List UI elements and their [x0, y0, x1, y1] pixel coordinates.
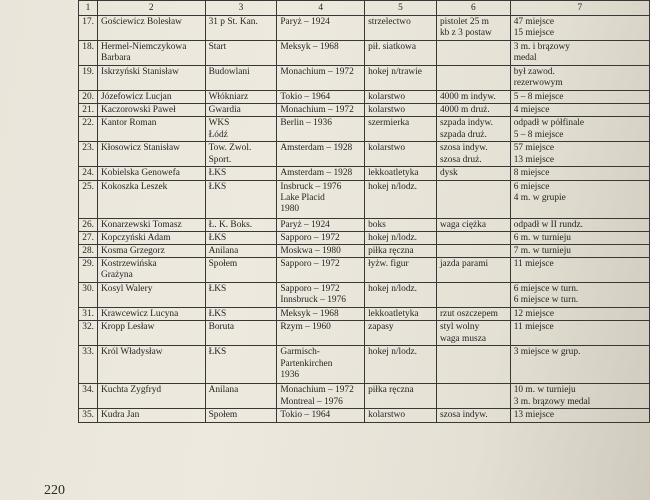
cell-line: 3 miejsce w grup. — [513, 347, 581, 358]
col-number-5: 5 — [365, 1, 437, 16]
cell-line: Hermel-Niemczykowa — [100, 42, 187, 52]
cell-line: 3 m. brązowy medal — [513, 396, 591, 407]
cell-line: Krawcewicz Lucyna — [100, 309, 179, 320]
cell-line: Monachium – 1972 — [280, 67, 354, 77]
name-cell — [97, 66, 205, 91]
olympics-cell — [277, 91, 365, 104]
cell-line: Boruta — [208, 322, 235, 333]
club-cell — [205, 409, 277, 422]
club-cell — [205, 41, 277, 66]
cell-line: medal — [513, 53, 537, 64]
cell-line: hokej n/trawie — [368, 67, 422, 77]
olympics-cell — [277, 218, 365, 231]
cell-line: ŁKS — [208, 168, 227, 179]
cell-line: Meksyk – 1968 — [280, 309, 339, 320]
cell-line: Berlin – 1936 — [280, 118, 332, 129]
cell-line: Rzym – 1960 — [280, 322, 331, 333]
olympics-cell — [277, 117, 365, 142]
table-row — [79, 231, 650, 244]
olympics-cell — [277, 16, 365, 41]
name-cell — [97, 231, 205, 244]
event-cell — [436, 258, 510, 283]
cell-line: lekkoatletyka — [368, 309, 419, 320]
table-row — [79, 41, 650, 66]
cell-line: styl wolny — [439, 322, 480, 333]
cell-line: Grażyna — [100, 270, 133, 281]
cell-line: Sapporo – 1972 — [280, 232, 340, 243]
result-cell — [510, 66, 649, 91]
sport-cell — [365, 283, 437, 308]
cell-line: szosa indyw. — [439, 410, 488, 421]
event-cell — [436, 180, 510, 218]
result-cell — [510, 167, 649, 180]
sport-cell — [365, 180, 437, 218]
cell-line: Partenkirchen — [280, 358, 333, 369]
col-number-6: 6 — [436, 1, 510, 16]
olympics-cell — [277, 245, 365, 258]
cell-line: Kudra Jan — [100, 410, 140, 421]
cell-line: strzelectwo — [368, 17, 411, 27]
table-row — [79, 258, 650, 283]
sport-cell — [365, 409, 437, 422]
result-cell — [510, 16, 649, 41]
name-cell — [97, 321, 205, 346]
row-number-cell: 31. — [79, 308, 98, 321]
cell-line: hokej n/lodz. — [368, 347, 418, 358]
result-cell — [510, 308, 649, 321]
result-cell — [510, 283, 649, 308]
cell-line: Tow. Zwol. — [208, 143, 252, 154]
cell-line: Józefowicz Lucjan — [100, 92, 172, 102]
olympics-cell — [277, 104, 365, 117]
olympics-cell — [277, 409, 365, 422]
cell-line: Iskrzyński Stanisław — [100, 67, 179, 77]
sport-cell — [365, 117, 437, 142]
table-row — [79, 142, 650, 167]
cell-line: Insbruck – 1976 — [280, 181, 342, 192]
name-cell — [97, 258, 205, 283]
cell-line: kolarstwo — [368, 410, 406, 421]
club-cell — [205, 321, 277, 346]
event-cell — [436, 321, 510, 346]
cell-line: Kokoszka Leszek — [100, 181, 168, 192]
club-cell — [205, 16, 277, 41]
cell-line: 6 m. w turnieju — [513, 232, 571, 243]
row-number-cell: 28. — [79, 245, 98, 258]
sport-cell — [365, 104, 437, 117]
event-cell — [436, 104, 510, 117]
event-cell — [436, 41, 510, 66]
cell-line: Kobielska Genowefa — [100, 168, 180, 179]
row-number-cell: 23. — [79, 142, 98, 167]
cell-line: hokej n/lodz. — [368, 232, 418, 243]
cell-line: szosa indyw. — [439, 143, 488, 154]
result-cell — [510, 180, 649, 218]
cell-line: ŁKS — [208, 347, 227, 358]
name-cell — [97, 218, 205, 231]
sport-cell — [365, 384, 437, 409]
name-cell — [97, 245, 205, 258]
olympics-cell — [277, 41, 365, 66]
cell-line: waga ciężka — [439, 219, 486, 230]
row-number-cell: 30. — [79, 283, 98, 308]
olympics-cell — [277, 167, 365, 180]
cell-line: Gościewicz Bolesław — [100, 17, 182, 27]
olympics-cell — [277, 308, 365, 321]
cell-line: 5 – 8 miejsce — [513, 92, 564, 102]
cell-line: Anilana — [208, 246, 239, 257]
col-number-4: 4 — [277, 1, 365, 16]
cell-line: szpada indyw. — [439, 118, 493, 129]
cell-line: Sapporo – 1972 — [280, 259, 340, 270]
olympics-cell — [277, 66, 365, 91]
sport-cell — [365, 258, 437, 283]
event-cell — [436, 308, 510, 321]
cell-line: łyżw. figur — [368, 259, 409, 270]
cell-line: był zawod. — [513, 67, 555, 77]
cell-line: 6 miejsce w turn. — [513, 295, 579, 306]
club-cell — [205, 283, 277, 308]
cell-line: Kaczorowski Paweł — [100, 105, 176, 116]
row-number-cell: 24. — [79, 167, 98, 180]
cell-line: 12 miejsce — [513, 309, 555, 320]
name-cell — [97, 346, 205, 384]
cell-line: 1936 — [280, 369, 300, 380]
cell-line: 10 m. w turnieju — [513, 385, 576, 396]
cell-line: Łódź — [208, 129, 228, 140]
cell-line: 4000 m indyw. — [439, 92, 496, 102]
col-number-1: 1 — [79, 1, 98, 16]
cell-line: Budowlani — [208, 67, 250, 77]
cell-line: hokej n/lodz. — [368, 284, 418, 295]
name-cell — [97, 409, 205, 422]
result-cell — [510, 117, 649, 142]
cell-line: ŁKS — [208, 284, 227, 295]
event-cell — [436, 245, 510, 258]
cell-line: boks — [368, 219, 386, 230]
event-cell — [436, 142, 510, 167]
event-cell — [436, 283, 510, 308]
olympics-cell — [277, 142, 365, 167]
cell-line: Start — [208, 42, 227, 52]
event-cell — [436, 231, 510, 244]
name-cell — [97, 384, 205, 409]
cell-line: Amsterdam – 1928 — [280, 168, 353, 179]
sport-cell — [365, 142, 437, 167]
cell-line: 4 miejsce — [513, 105, 550, 116]
club-cell — [205, 117, 277, 142]
cell-line: 4 m. w grupie — [513, 192, 566, 203]
club-cell — [205, 231, 277, 244]
olympics-cell — [277, 258, 365, 283]
table-row — [79, 346, 650, 384]
event-cell — [436, 66, 510, 91]
cell-line: Innsbruck – 1976 — [280, 295, 346, 306]
cell-line: Społem — [208, 259, 238, 270]
name-cell — [97, 283, 205, 308]
olympics-cell — [277, 180, 365, 218]
column-number-row — [79, 1, 650, 16]
cell-line: szpada druż. — [439, 129, 487, 140]
table-row — [79, 409, 650, 422]
row-number-cell: 25. — [79, 180, 98, 218]
table-row — [79, 321, 650, 346]
cell-line: odpadł w półfinale — [513, 118, 584, 129]
cell-line: Paryż – 1924 — [280, 219, 330, 230]
cell-line: 31 p St. Kan. — [208, 17, 258, 27]
name-cell — [97, 104, 205, 117]
cell-line: kolarstwo — [368, 92, 406, 102]
club-cell — [205, 384, 277, 409]
name-cell — [97, 41, 205, 66]
cell-line: pił. siatkowa — [368, 42, 416, 52]
sport-cell — [365, 91, 437, 104]
olympics-cell — [277, 321, 365, 346]
olympics-cell — [277, 384, 365, 409]
cell-line: Lake Placid — [280, 192, 325, 203]
cell-line: Kantor Roman — [100, 118, 157, 129]
cell-line: Montreal – 1976 — [280, 396, 343, 407]
cell-line: Kopczyński Adam — [100, 232, 171, 243]
table-row — [79, 91, 650, 104]
result-cell — [510, 384, 649, 409]
table-row — [79, 16, 650, 41]
sport-cell — [365, 231, 437, 244]
cell-line: Tokio – 1964 — [280, 92, 331, 102]
name-cell — [97, 180, 205, 218]
cell-line: 47 miejsce — [513, 17, 555, 27]
sport-cell — [365, 346, 437, 384]
cell-line: Anilana — [208, 385, 239, 396]
cell-line: Włókniarz — [208, 92, 249, 102]
cell-line: 6 miejsce — [513, 181, 550, 192]
cell-line: 3 m. i brązowy — [513, 42, 570, 52]
cell-line: lekkoatletyka — [368, 168, 419, 179]
cell-line: kolarstwo — [368, 105, 406, 116]
event-cell — [436, 117, 510, 142]
cell-line: piłka ręczna — [368, 246, 414, 257]
cell-line: Amsterdam – 1928 — [280, 143, 353, 154]
row-number-cell: 33. — [79, 346, 98, 384]
cell-line: rzut oszczepem — [439, 309, 498, 320]
cell-line: 11 miejsce — [513, 322, 554, 333]
name-cell — [97, 308, 205, 321]
cell-line: dysk — [439, 168, 458, 179]
row-number-cell: 35. — [79, 409, 98, 422]
cell-line: Meksyk – 1968 — [280, 42, 339, 52]
table-row — [79, 218, 650, 231]
result-cell — [510, 231, 649, 244]
club-cell — [205, 91, 277, 104]
olympians-table — [78, 0, 650, 423]
result-cell — [510, 91, 649, 104]
table-row — [79, 308, 650, 321]
cell-line: Sapporo – 1972 — [280, 284, 340, 295]
sport-cell — [365, 321, 437, 346]
result-cell — [510, 245, 649, 258]
cell-line: Kłosowicz Stanisław — [100, 143, 180, 154]
cell-line: szosa druż. — [439, 154, 482, 165]
table-row — [79, 104, 650, 117]
cell-line: 13 miejsce — [513, 154, 555, 165]
result-cell — [510, 409, 649, 422]
club-cell — [205, 308, 277, 321]
olympics-cell — [277, 231, 365, 244]
name-cell — [97, 16, 205, 41]
cell-line: WKS — [208, 118, 230, 129]
sport-cell — [365, 41, 437, 66]
table-row — [79, 384, 650, 409]
cell-line: 11 miejsce — [513, 259, 554, 270]
row-number-cell: 18. — [79, 41, 98, 66]
cell-line: kb z 3 postaw — [439, 28, 492, 39]
cell-line: szermierka — [368, 118, 410, 129]
event-cell — [436, 91, 510, 104]
club-cell — [205, 218, 277, 231]
result-cell — [510, 218, 649, 231]
club-cell — [205, 258, 277, 283]
table-row — [79, 283, 650, 308]
page-number: 220 — [44, 483, 65, 498]
cell-line: Monachium – 1972 — [280, 105, 354, 116]
result-cell — [510, 321, 649, 346]
cell-line: Tokio – 1964 — [280, 410, 331, 421]
cell-line: rezerwowym — [513, 78, 563, 89]
cell-line: piłka ręczna — [368, 385, 414, 396]
club-cell — [205, 66, 277, 91]
row-number-cell: 26. — [79, 218, 98, 231]
club-cell — [205, 245, 277, 258]
sport-cell — [365, 245, 437, 258]
row-number-cell: 17. — [79, 16, 98, 41]
col-number-7: 7 — [510, 1, 649, 16]
cell-line: ŁKS — [208, 232, 227, 243]
cell-line: Kuchta Zygfryd — [100, 385, 162, 396]
row-number-cell: 32. — [79, 321, 98, 346]
cell-line: 4000 m druż. — [439, 105, 490, 116]
cell-line: 5 – 8 miejsce — [513, 129, 564, 140]
cell-line: odpadł w II rundz. — [513, 219, 583, 230]
table-body — [79, 1, 650, 423]
table-row — [79, 180, 650, 218]
name-cell — [97, 142, 205, 167]
cell-line: Garmisch- — [280, 347, 320, 358]
result-cell — [510, 104, 649, 117]
club-cell — [205, 167, 277, 180]
cell-line: kolarstwo — [368, 143, 406, 154]
col-number-2: 2 — [97, 1, 205, 16]
cell-line: Sport. — [208, 154, 232, 165]
table-row — [79, 66, 650, 91]
cell-line: 13 miejsce — [513, 410, 555, 421]
club-cell — [205, 180, 277, 218]
row-number-cell: 21. — [79, 104, 98, 117]
event-cell — [436, 384, 510, 409]
result-cell — [510, 346, 649, 384]
row-number-cell: 20. — [79, 91, 98, 104]
cell-line: 7 m. w turnieju — [513, 246, 571, 257]
row-number-cell: 29. — [79, 258, 98, 283]
cell-line: Kostrzewińska — [100, 259, 157, 270]
event-cell — [436, 16, 510, 41]
sport-cell — [365, 218, 437, 231]
name-cell — [97, 91, 205, 104]
sport-cell — [365, 66, 437, 91]
cell-line: 1980 — [280, 204, 300, 215]
cell-line: Ł. K. Boks. — [208, 219, 253, 230]
cell-line: Konarzewski Tomasz — [100, 219, 182, 230]
table-row — [79, 117, 650, 142]
cell-line: Król Władysław — [100, 347, 163, 358]
cell-line: jazda parami — [439, 259, 489, 270]
cell-line: 8 miejsce — [513, 168, 550, 179]
cell-line: pistolet 25 m — [439, 17, 489, 27]
table-row — [79, 245, 650, 258]
result-cell — [510, 41, 649, 66]
cell-line: Barbara — [100, 53, 131, 64]
event-cell — [436, 346, 510, 384]
cell-line: Moskwa – 1980 — [280, 246, 341, 257]
cell-line: 15 miejsce — [513, 28, 555, 39]
event-cell — [436, 167, 510, 180]
table-row — [79, 167, 650, 180]
result-cell — [510, 258, 649, 283]
olympics-cell — [277, 283, 365, 308]
cell-line: Kropp Lesław — [100, 322, 155, 333]
result-cell — [510, 142, 649, 167]
cell-line: hokej n/lodz. — [368, 181, 418, 192]
sport-cell — [365, 308, 437, 321]
cell-line: Kosyl Walery — [100, 284, 153, 295]
row-number-cell: 19. — [79, 66, 98, 91]
cell-line: waga musza — [439, 333, 487, 344]
row-number-cell: 34. — [79, 384, 98, 409]
name-cell — [97, 167, 205, 180]
olympics-cell — [277, 346, 365, 384]
row-number-cell: 27. — [79, 231, 98, 244]
name-cell — [97, 117, 205, 142]
event-cell — [436, 218, 510, 231]
club-cell — [205, 104, 277, 117]
sport-cell — [365, 167, 437, 180]
club-cell — [205, 346, 277, 384]
row-number-cell: 22. — [79, 117, 98, 142]
cell-line: Społem — [208, 410, 238, 421]
club-cell — [205, 142, 277, 167]
sport-cell — [365, 16, 437, 41]
cell-line: Gwardia — [208, 105, 241, 116]
cell-line: Kosma Grzegorz — [100, 246, 165, 257]
cell-line: Paryż – 1924 — [280, 17, 330, 27]
col-number-3: 3 — [205, 1, 277, 16]
cell-line: 6 miejsce w turn. — [513, 284, 579, 295]
cell-line: 57 miejsce — [513, 143, 555, 154]
cell-line: Monachium – 1972 — [280, 385, 354, 396]
cell-line: zapasy — [368, 322, 394, 333]
cell-line: ŁKS — [208, 181, 227, 192]
cell-line: ŁKS — [208, 309, 227, 320]
event-cell — [436, 409, 510, 422]
